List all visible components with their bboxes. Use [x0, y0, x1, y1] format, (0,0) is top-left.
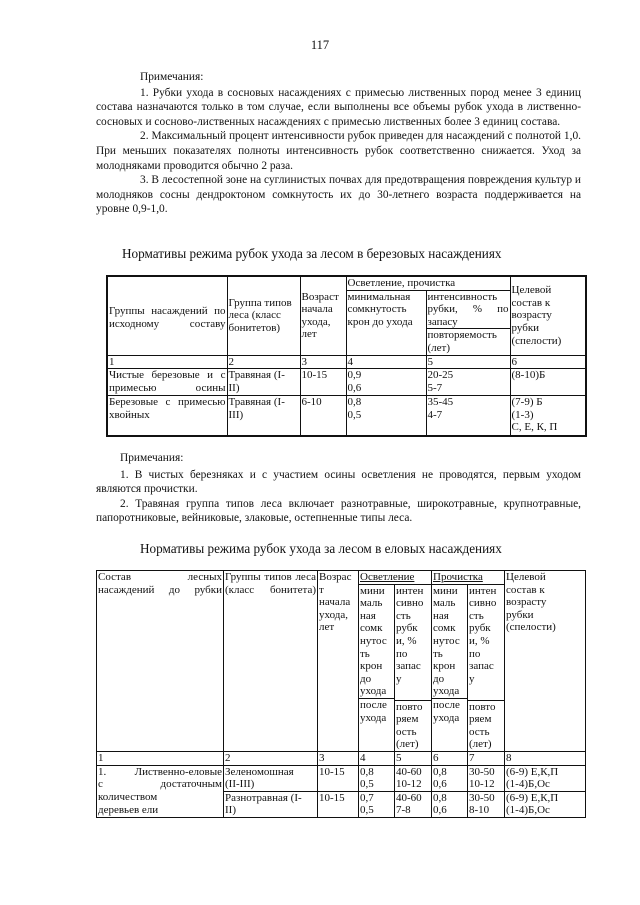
birch-table-title: Нормативы режима рубок ухода за лесом в березовых насаждениях [122, 246, 502, 261]
birch-header-target: Целевой состав к возрасту рубки (спелости) [510, 276, 586, 355]
note-item-3: 3. В лесостепной зоне на суглинистых почвах для предотвращения повреждения культур и молодняков сосны дендроктоном сомкнутость их до 30-летнего возраста поддерживается на уровне 0,9-1,0. [96, 174, 581, 216]
spruce-cleaning-intensity: интен сивно сть рубк и, % по запас у [468, 584, 505, 700]
spruce-row2-age: 10-15 [318, 791, 359, 817]
spruce-header-age: Возрас т начала ухода, лет [318, 571, 359, 752]
spruce-colnum-3: 3 [318, 751, 359, 765]
spruce-colnum-7: 7 [468, 751, 505, 765]
spruce-thinning-closeness: мини маль ная сомк нутос ть крон до ухода после ухода [359, 584, 395, 751]
spruce-table [96, 570, 586, 818]
birch-colnum-4: 4 [346, 355, 426, 369]
birch-header-intensity: интенсивность рубки, % по запасу [427, 290, 509, 328]
birch-header-closeness: минимальная сомкнутость крон до ухода [346, 290, 426, 355]
spruce-colnum-4: 4 [359, 751, 395, 765]
table-row [97, 791, 586, 817]
birch-row1-age: 10-15 [300, 369, 346, 396]
spruce-row2-composition: количеством деревьев ели [97, 791, 224, 817]
birch-row1-target: (8-10)Б [510, 369, 586, 396]
spruce-row1-clean-intensity: 30-50 10-12 [468, 765, 505, 791]
table-row [97, 765, 586, 791]
birch-row2-closeness: 0,8 0,5 [346, 396, 426, 436]
notes-heading: Примечания: [120, 452, 184, 464]
spruce-row1-age: 10-15 [318, 765, 359, 791]
birch-colnum-1: 1 [107, 355, 227, 369]
birch-row1-type: Травяная (I- II) [227, 369, 300, 396]
spruce-row2-type: Разнотравная (I- II) [224, 791, 318, 817]
spruce-row1-target: (6-9) Е,К,П (1-4)Б,Ос [505, 765, 586, 791]
spruce-row1-thin-closeness: 0,8 0,5 [359, 765, 395, 791]
birch-header-thinning: Осветление, прочистка [346, 276, 510, 290]
birch-row1-group: Чистые березовые и с примесью осины [109, 369, 226, 394]
spruce-row1-thin-intensity: 40-60 10-12 [395, 765, 432, 791]
birch-colnum-6: 6 [510, 355, 586, 369]
spruce-row1-clean-closeness: 0,8 0,6 [432, 765, 468, 791]
birch-row2-target: (7-9) Б (1-3) С, Е, К, П [510, 396, 586, 436]
birch-header-age: Возраст начала ухода, лет [300, 276, 346, 355]
birch-row2-intensity: 35-45 4-7 [426, 396, 510, 436]
spruce-header-thinning: Осветление [359, 571, 432, 585]
birch-row2-group: Березовые с примесью хвойных [107, 396, 227, 436]
birch-row1-intensity: 20-25 5-7 [426, 369, 510, 396]
table-row [107, 396, 586, 436]
notes-block-1 [96, 70, 581, 217]
table-row [107, 369, 586, 396]
spruce-thinning-intensity: интен сивно сть рубк и, % по запас у [395, 584, 432, 700]
birch-row1-closeness: 0,9 0,6 [346, 369, 426, 396]
spruce-cleaning-repeat: повто ряем ость (лет) [468, 700, 505, 751]
spruce-colnum-1: 1 [97, 751, 224, 765]
spruce-header-cleaning: Прочистка [432, 571, 505, 585]
birch-header-forest-type: Группа типов леса (класс бонитетов) [227, 276, 300, 355]
note-item-1: 1. Рубки ухода в сосновых насаждениях с примесью лиственных пород менее 3 единиц состава назначаются только в том случае, если выполнены все объемы рубок ухода в лиственно-сосновых и сосново-лиственных насаждениях с примесью лиственных более 3 единиц состава. [96, 86, 581, 128]
spruce-table-title: Нормативы режима рубок ухода за лесом в еловых насаждениях [140, 541, 502, 556]
spruce-header-target: Целевой состав к возрасту рубки (спелости) [505, 571, 586, 752]
spruce-row2-clean-closeness: 0,8 0,6 [432, 791, 468, 817]
spruce-row1-composition: 1. Лиственно-еловые с достаточным [98, 765, 222, 791]
birch-row2-age: 6-10 [300, 396, 346, 436]
birch-table [106, 275, 587, 437]
spruce-colnum-8: 8 [505, 751, 586, 765]
note-item-2: 2. Максимальный процент интенсивности рубок приведен для насаждений с полнотой 1,0. При меньших показателях полноты интенсивность рубок соответственно снижается. Уход за молодняками проводится обычно 2 раза. [96, 130, 581, 172]
spruce-colnum-6: 6 [432, 751, 468, 765]
spruce-row1-type: Зеленомошная (II-III) [224, 765, 318, 791]
birch-colnum-5: 5 [426, 355, 510, 369]
birch-row2-type: Травяная (I- III) [227, 396, 300, 436]
spruce-row2-clean-intensity: 30-50 8-10 [468, 791, 505, 817]
notes-heading: Примечания: [140, 71, 204, 83]
spruce-row2-thin-closeness: 0,7 0,5 [359, 791, 395, 817]
spruce-row2-target: (6-9) Е,К,П (1-4)Б,Ос [505, 791, 586, 817]
spruce-colnum-2: 2 [224, 751, 318, 765]
spruce-row2-thin-intensity: 40-60 7-8 [395, 791, 432, 817]
spruce-header-composition: Состав лесных насаждений до рубки [97, 571, 224, 752]
spruce-header-groups: Группы типов леса (класс бонитета) [224, 571, 318, 752]
spruce-cleaning-closeness: мини маль ная сомк нутос ть крон до ухода после ухода [432, 584, 468, 751]
birch-header-repeat: повторяемость (лет) [426, 329, 510, 355]
birch-header-group: Группы насаждений по исходному составу [107, 276, 227, 355]
spruce-thinning-repeat: повто ряем ость (лет) [395, 700, 432, 751]
birch-colnum-2: 2 [227, 355, 300, 369]
birch-colnum-3: 3 [300, 355, 346, 369]
notes-block-2 [96, 451, 581, 526]
spruce-colnum-5: 5 [395, 751, 432, 765]
note-item-1: 1. В чистых березняках и с участием осины осветления не проводятся, первым уходом являются прочистки. [96, 468, 581, 496]
page-number: 117 [310, 38, 330, 52]
note-item-2: 2. Травяная группа типов леса включает разнотравные, широкотравные, крупнотравные, папоротниковые, вейниковые, злаковые, остепненные типы леса. [96, 497, 581, 525]
